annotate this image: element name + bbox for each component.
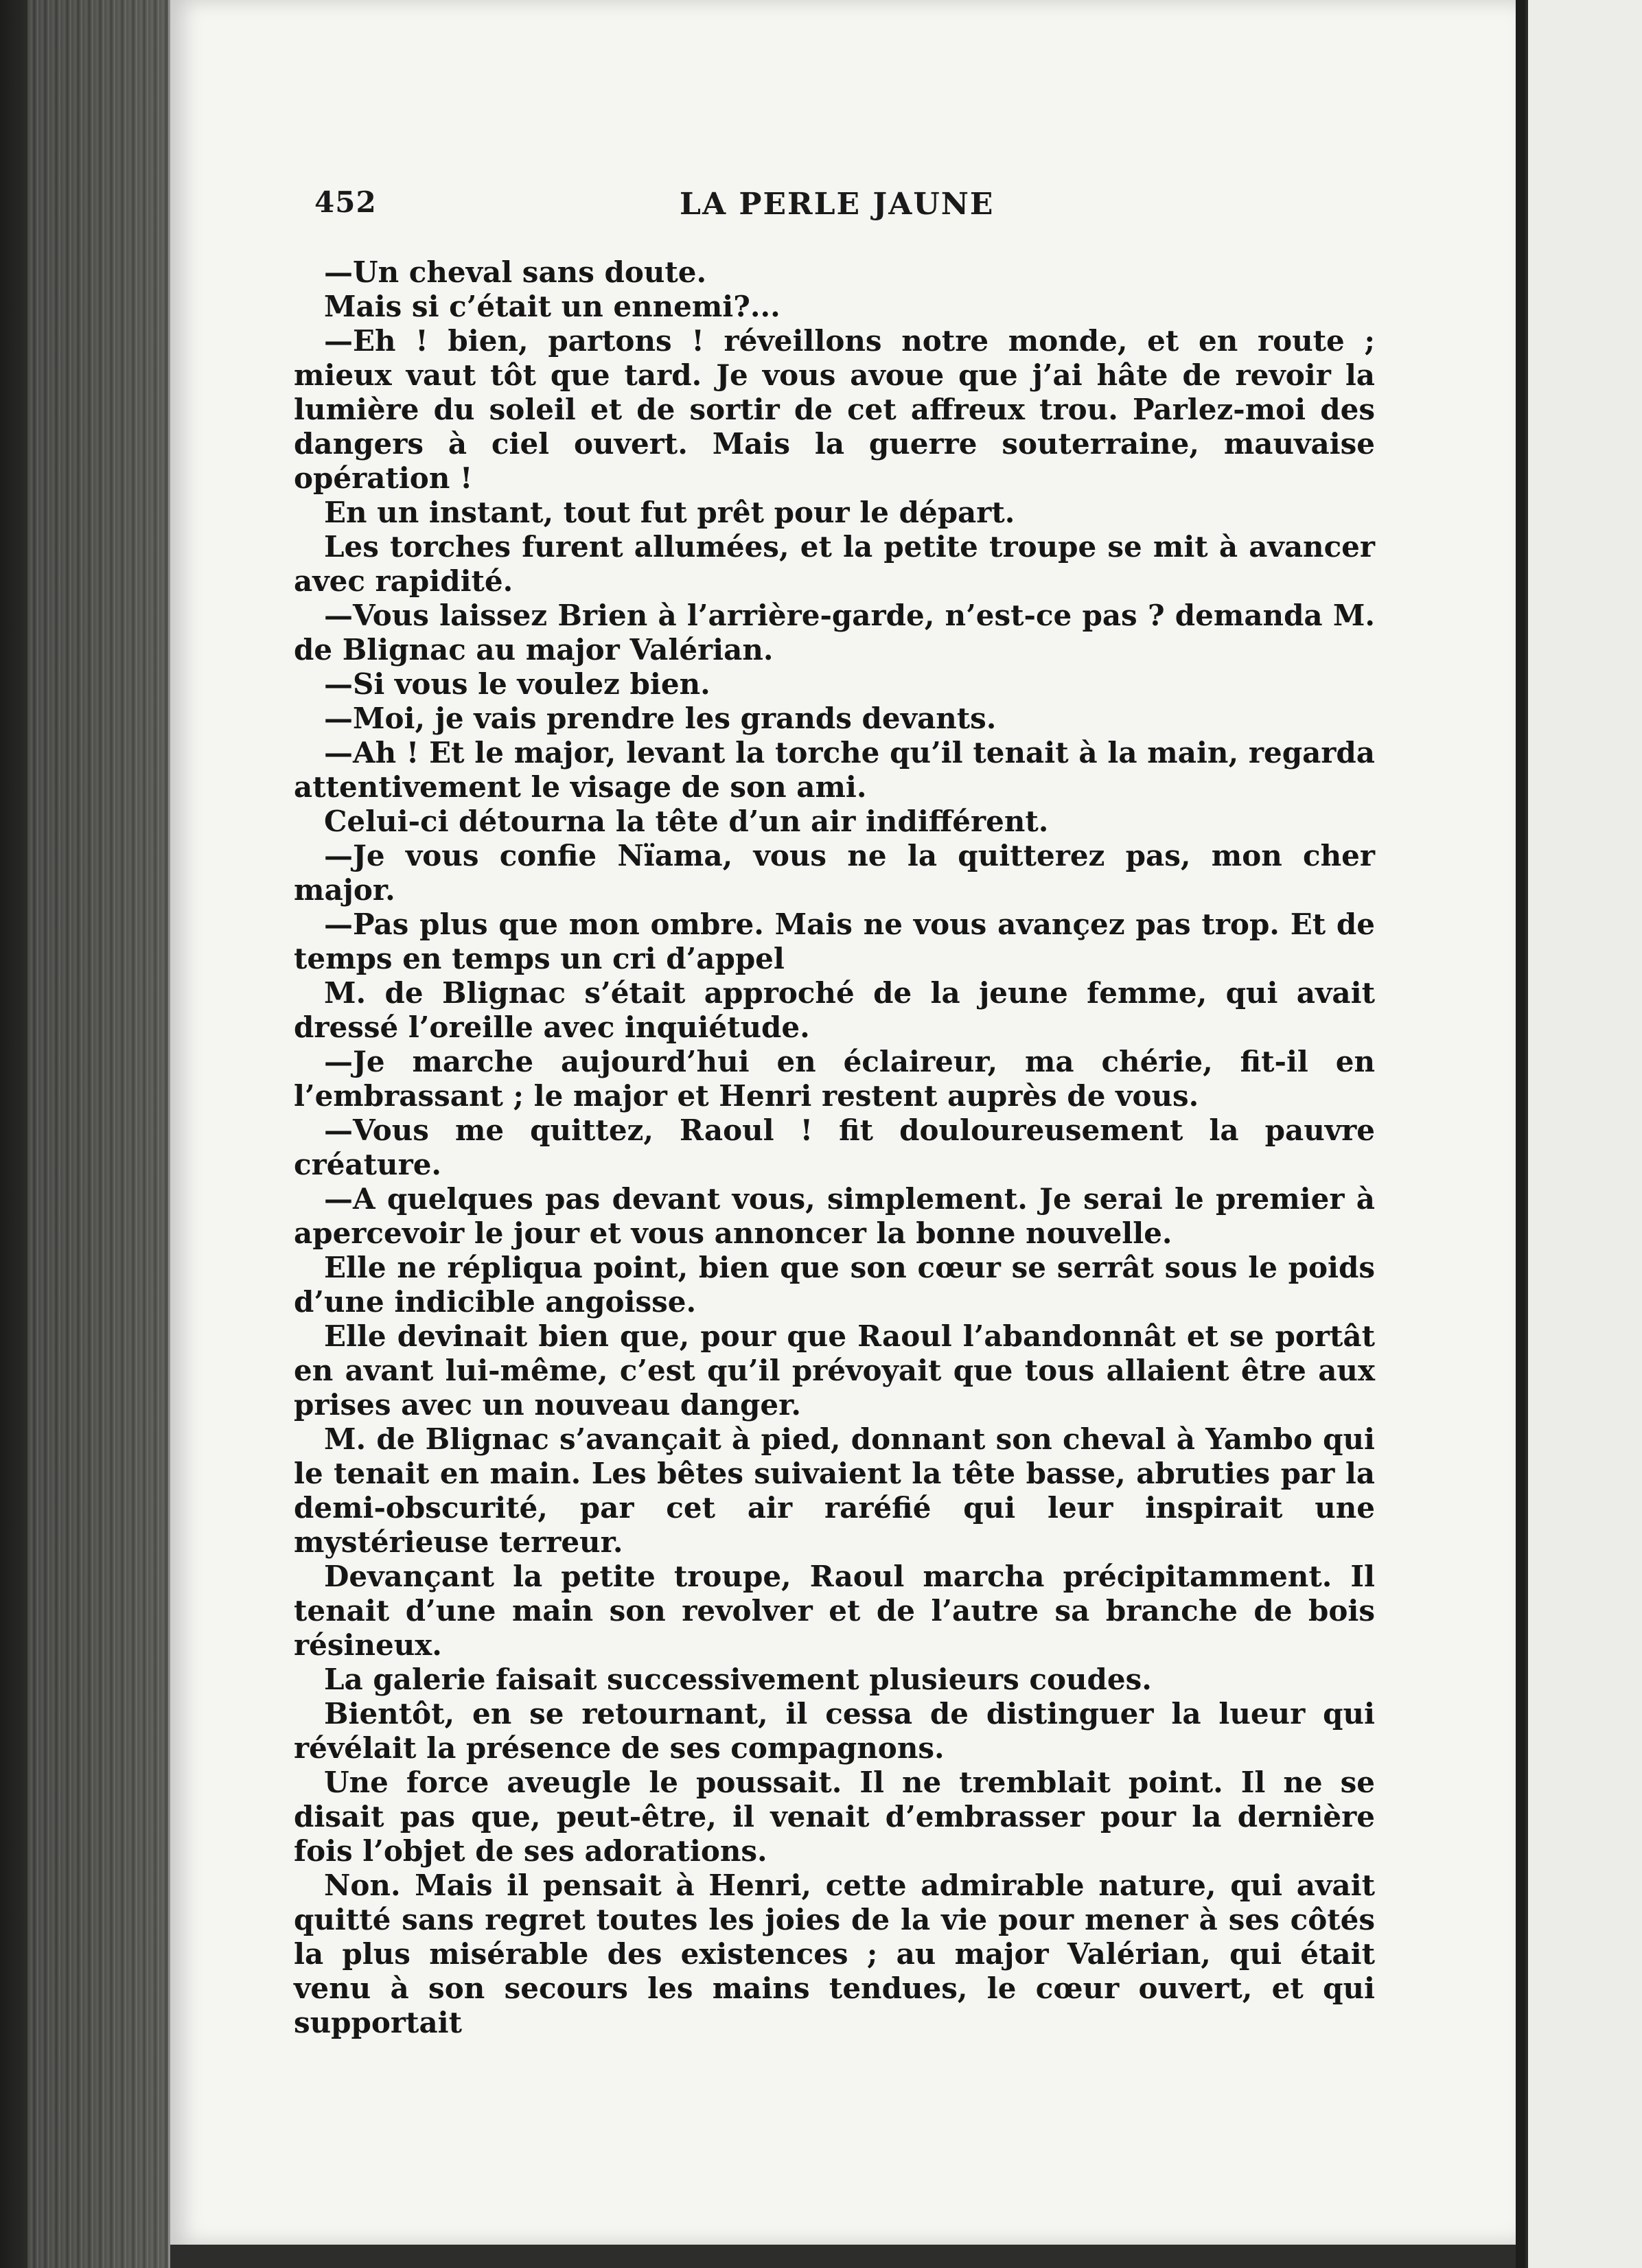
paragraph: Non. Mais il pensait à Henri, cette admirable nature, qui avait quitté sans regret toutes les joies de la vie pour mener à ses côtés la plus misérable des existences ; au major Valérian, qui était venu à son secours les mains tendues, le cœur ouvert, et qui supportait <box>294 1868 1375 2039</box>
running-title: LA PERLE JAUNE <box>680 187 995 222</box>
page-number: 452 <box>314 185 377 219</box>
paragraph: Elle ne répliqua point, bien que son cœur se serrât sous le poids d’une indicible angoisse. <box>294 1251 1375 1319</box>
paragraph: La galerie faisait successivement plusieurs coudes. <box>324 1663 1152 1696</box>
book-spine <box>27 0 168 2268</box>
paragraph: —Vous laissez Brien à l’arrière-garde, n’est-ce pas ? demanda M. de Blignac au major Valérian. <box>294 599 1375 667</box>
paragraph: —Si vous le voulez bien. <box>324 667 710 701</box>
paragraph: M. de Blignac s’avançait à pied, donnant son cheval à Yambo qui le tenait en main. Les bêtes suivaient la tête basse, abruties par la demi-obscurité, par cet air raréfié qui leur inspirait une mystérieuse terreur. <box>294 1422 1375 1559</box>
paragraph: M. de Blignac s’était approché de la jeune femme, qui avait dressé l’oreille avec inquiétude. <box>294 976 1375 1044</box>
paragraph: —Vous me quittez, Raoul ! fit douloureusement la pauvre créature. <box>294 1113 1375 1181</box>
paragraph: Une force aveugle le poussait. Il ne tremblait point. Il ne se disait pas que, peut-être, il venait d’embrasser pour la dernière fois l’objet de ses adorations. <box>294 1766 1375 1868</box>
paragraph: Devançant la petite troupe, Raoul marcha précipitamment. Il tenait d’une main son revolver et de l’autre sa branche de bois résineux. <box>294 1560 1375 1662</box>
paragraph: —Pas plus que mon ombre. Mais ne vous avançez pas trop. Et de temps en temps un cri d’appel <box>294 907 1375 975</box>
scan-bottom-band <box>170 2245 1516 2268</box>
paragraph: —Je vous confie Nïama, vous ne la quitterez pas, mon cher major. <box>294 839 1375 907</box>
paragraph: —A quelques pas devant vous, simplement. Je serai le premier à apercevoir le jour et vous annoncer la bonne nouvelle. <box>294 1182 1375 1250</box>
paragraph: Bientôt, en se retournant, il cessa de distinguer la lueur qui révélait la présence de ses compagnons. <box>294 1697 1375 1765</box>
facing-page-sliver <box>1525 0 1642 2268</box>
paragraph: En un instant, tout fut prêt pour le départ. <box>324 496 1015 529</box>
page-edge <box>1516 0 1525 2268</box>
body-text <box>294 255 1375 2040</box>
paragraph: Celui-ci détourna la tête d’un air indifférent. <box>324 805 1049 838</box>
paragraph: —Un cheval sans doute. <box>324 255 707 289</box>
paragraph: Elle devinait bien que, pour que Raoul l’abandonnât et se portât en avant lui-même, c’est qu’il prévoyait que tous allaient être aux prises avec un nouveau danger. <box>294 1319 1375 1422</box>
paragraph: —Moi, je vais prendre les grands devants. <box>324 702 997 735</box>
paragraph: Les torches furent allumées, et la petite troupe se mit à avancer avec rapidité. <box>294 530 1375 598</box>
paragraph: —Je marche aujourd’hui en éclaireur, ma chérie, fit-il en l’embrassant ; le major et Henri restent auprès de vous. <box>294 1045 1375 1113</box>
paragraph: —Ah ! Et le major, levant la torche qu’il tenait à la main, regarda attentivement le visage de son ami. <box>294 736 1375 804</box>
paragraph: Mais si c’était un ennemi?... <box>324 290 780 323</box>
paragraph: —Eh ! bien, partons ! réveillons notre monde, et en route ; mieux vaut tôt que tard. Je vous avoue que j’ai hâte de revoir la lumière du soleil et de sortir de cet affreux trou. Parlez-moi des dangers à ciel ouvert. Mais la guerre souterraine, mauvaise opération ! <box>294 324 1375 495</box>
